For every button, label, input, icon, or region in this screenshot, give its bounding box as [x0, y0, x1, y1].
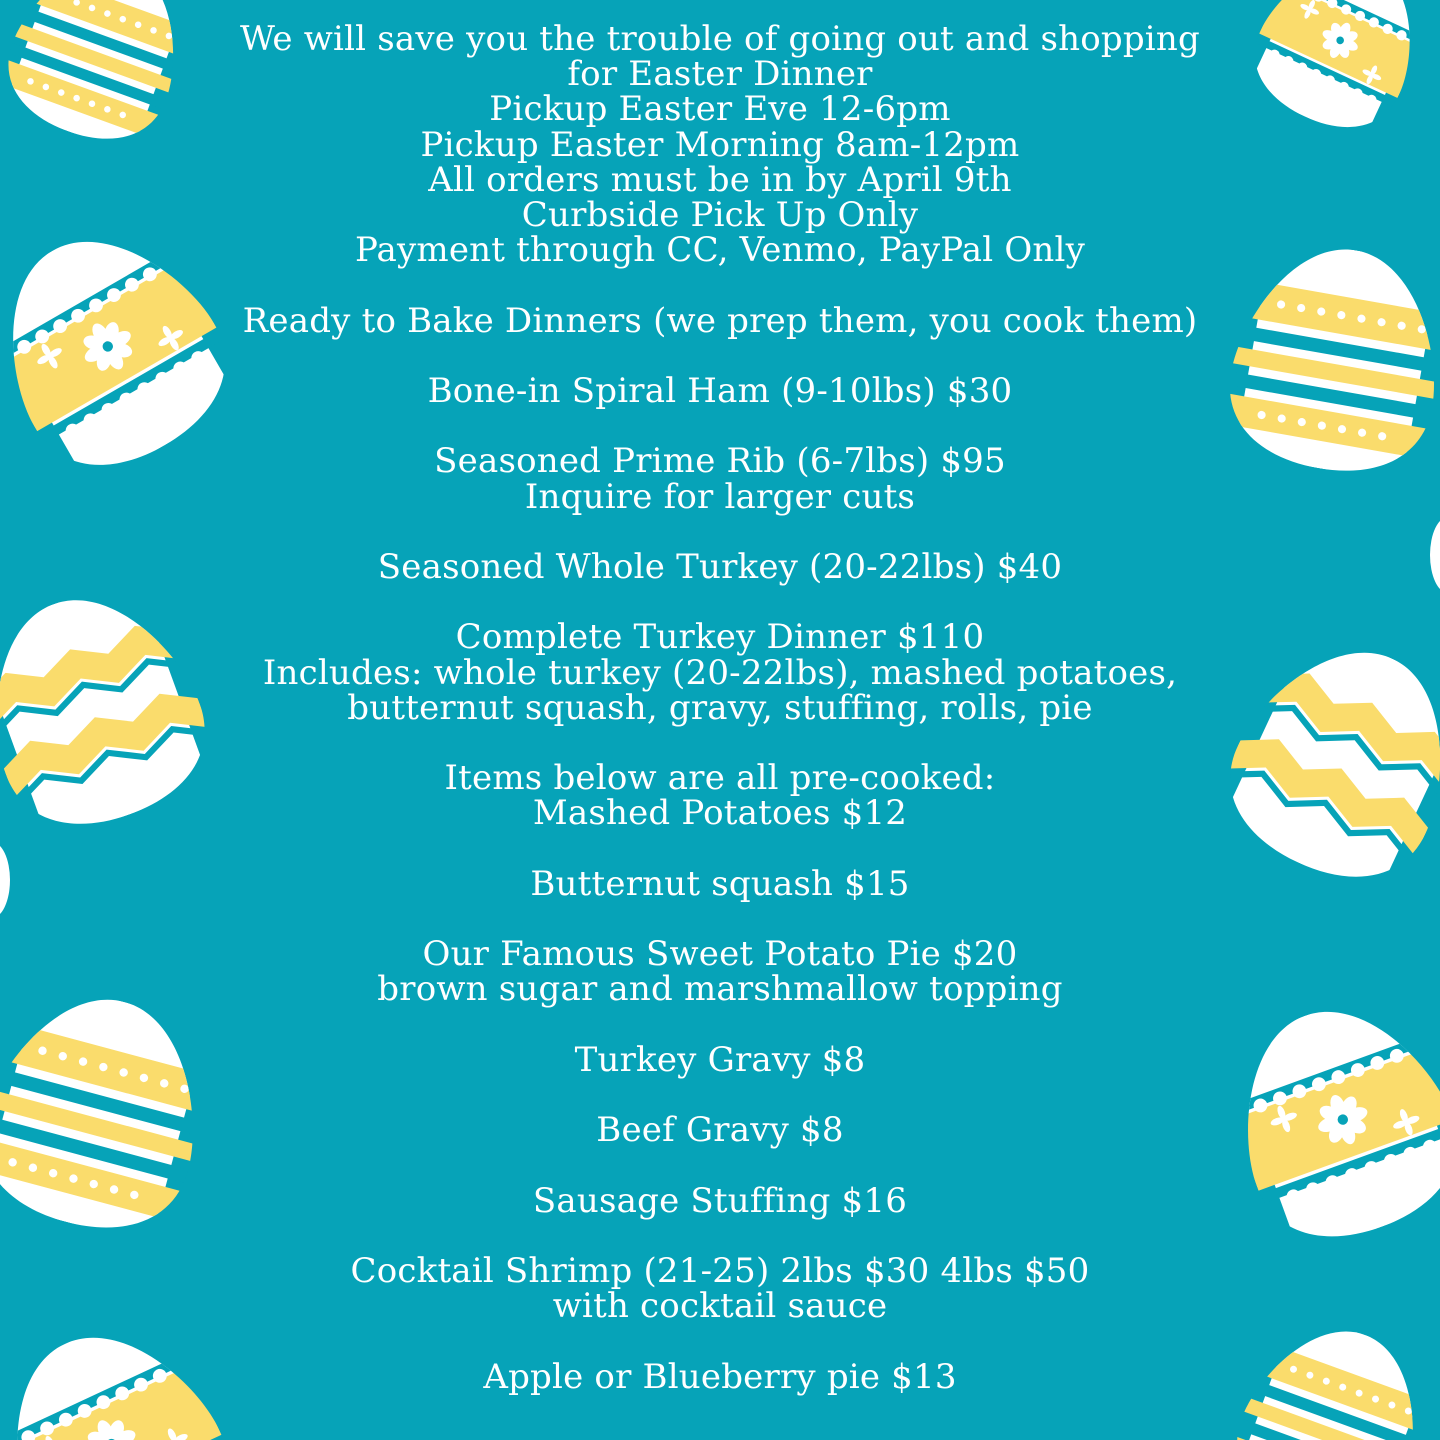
- menu-item-beef-gravy: Beef Gravy $8: [596, 1110, 844, 1151]
- menu-item-fruit-pie: Apple or Blueberry pie $13: [483, 1356, 957, 1397]
- stripes-dots-egg-icon: [12, 990, 187, 1200]
- egg-edge-icon: [1428, 515, 1440, 595]
- menu-item-prime-rib: Seasoned Prime Rib (6-7lbs) $95: [434, 441, 1006, 482]
- payment-line: Payment through CC, Venmo, PayPal Only: [354, 230, 1085, 271]
- flower-band-egg-icon: [10, 1335, 200, 1440]
- pickup-morning-line: Pickup Easter Morning 8am-12pm: [420, 124, 1020, 165]
- intro-line: for Easter Dinner: [567, 54, 873, 95]
- menu-item-sweet-potato-pie: Our Famous Sweet Potato Pie $20: [422, 934, 1018, 975]
- menu-item-note: Inquire for larger cuts: [524, 476, 916, 517]
- menu-item-cocktail-shrimp: Cocktail Shrimp (21-25) 2lbs $30 4lbs $50: [350, 1250, 1090, 1291]
- menu-text: [200, 19, 1240, 1397]
- menu-item-note: brown sugar and marshmallow topping: [377, 969, 1063, 1010]
- section-heading: Ready to Bake Dinners (we prep them, you cook them): [242, 300, 1198, 341]
- pickup-eve-line: Pickup Easter Eve 12-6pm: [489, 89, 951, 130]
- order-deadline-line: All orders must be in by April 9th: [428, 159, 1012, 200]
- flower-band-egg-icon: [1240, 1010, 1435, 1200]
- zigzag-egg-icon: [0, 598, 172, 788]
- egg-edge-icon: [0, 840, 12, 920]
- menu-item-note: Includes: whole turkey (20-22lbs), mashed potatoes,: [262, 652, 1178, 693]
- precooked-heading: Items below are all pre-cooked:: [444, 758, 996, 799]
- menu-item-note: with cocktail sauce: [552, 1286, 888, 1327]
- curbside-line: Curbside Pick Up Only: [521, 195, 919, 236]
- flower-band-egg-icon: [5, 238, 195, 428]
- menu-item-sausage-stuffing: Sausage Stuffing $16: [532, 1180, 908, 1221]
- flower-band-egg-icon: [1250, 0, 1440, 100]
- stripes-dots-egg-icon: [1255, 240, 1425, 445]
- intro-line: We will save you the trouble of going out and shopping: [240, 19, 1200, 59]
- menu-item-mashed-potatoes: Mashed Potatoes $12: [532, 793, 908, 834]
- stripes-dots-egg-icon: [1250, 1330, 1425, 1440]
- menu-item-turkey: Seasoned Whole Turkey (20-22lbs) $40: [377, 546, 1063, 587]
- menu-item-butternut-squash: Butternut squash $15: [530, 863, 910, 904]
- menu-item-ham: Bone-in Spiral Ham (9-10lbs) $30: [427, 371, 1013, 411]
- menu-item-turkey-gravy: Turkey Gravy $8: [574, 1039, 866, 1080]
- zigzag-egg-icon: [1265, 650, 1440, 840]
- stripes-dots-egg-icon: [15, 0, 190, 110]
- menu-item-turkey-dinner: Complete Turkey Dinner $110: [455, 617, 985, 658]
- menu-item-note: butternut squash, gravy, stuffing, rolls, pie: [347, 687, 1093, 728]
